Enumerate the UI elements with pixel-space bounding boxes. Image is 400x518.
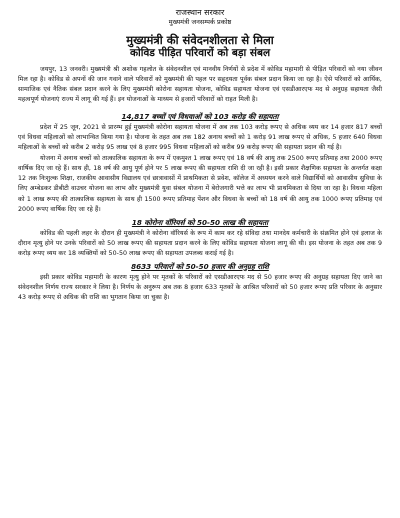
paragraph-intro: जयपुर, 13 जनवरी। मुख्यमंत्री श्री अशोक गहलोत के संवेदनशील एवं मानवीय निर्णयों से प्रदेश में कोविड महामारी से पीड़ित परिवारों को नया जीवन मिल रहा है। कोविड से अपनों की जान गवाने वाले परिवारों को मुख्यमंत्री की पहल पर सहृदयता पूर्वक संबल प्रदान किया जा रहा है। ऐसे परिवारों को आर्थिक, सामाजिक एवं नैतिक संबल प्रदान करने के लिए मुख्यमंत्री कोरोना सहायता योजना, कोविड सहायता योजना एवं एसडीआरएफ मद से अनुग्रह सहायता जैसी महत्वपूर्ण योजनाएं राज्य में लागू की गई हैं। इन योजनाओं के माध्यम से हजारों परिवारों को राहत मिली है। <box>18 66 382 104</box>
subheading-ex-gratia: 8633 परिवारों को 50-50 हजार की अनुग्रह राशि <box>131 261 269 271</box>
paragraph-ex-gratia: इसी प्रकार कोविड महामारी के कारण मृत्यु होने पर मृतकों के परिवारों को एसडीआरएफ मद से 50 हजार रूपए की अनुग्रह सहायता दिए जाने का संवेदनशील निर्णय राज्य सरकार ने लिया है। निर्णय के अनुरूप अब तक 8 हजार 633 मृतकों के आश्रित परिवारों को 50 हजार रूपए प्रति परिवार के अनुसार 43 करोड़ रूपए से अधिक की राशि का भुगतान किया जा चुका है। <box>18 273 382 301</box>
paragraph-scheme-summary: प्रदेश में 25 जून, 2021 से प्रारम्भ हुई मुख्यमंत्री कोरोना सहायता योजना में अब तक 103 करोड़ रूपए से अधिक व्यय कर 14 हजार 817 बच्चों एवं विधवा महिलाओं को लाभान्वित किया गया है। योजना के तहत अब तक 182 अनाथ बच्चों को 1 करोड़ 91 लाख रूपए से अधिक, 5 हजार 640 विधवा महिलाओं के बच्चों को करीब 2 करोड़ 95 लाख एवं 8 हजार 995 विधवा महिलाओं को करीब 99 करोड़ रूपए की सहायता प्रदान की गई है। <box>18 124 382 152</box>
headline-line-2: कोविड पीड़ित परिवारों को बड़ा संबल <box>129 47 271 59</box>
subheading-corona-warriors: 18 कोरोना वॉरियर्स को 50-50 लाख की सहायता <box>131 217 269 227</box>
department-name: मुख्यमंत्री जनसम्पर्क प्रकोष्ठ <box>168 18 232 26</box>
paragraph-corona-warriors: कोविड की पहली लहर के दौरान ही मुख्यमंत्री ने कोरोना वॉरियर्स के रूप में काम कर रहे संविदा तथा मानदेय कर्मचारी के संक्रमित होने एवं इलाज के दौरान मृत्यु होने पर उनके परिवारों को 50 लाख रूपए की सहायता प्रदान करने के लिए कोविड सहायता योजना लागू की थी। इस योजना के तहत अब तक 9 करोड़ रूपए व्यय कर 18 व्यक्तियों को 50-50 लाख रूपए की सहायता उपलब्ध कराई गई है। <box>18 229 382 257</box>
subheading-children-widows: 14,817 बच्चों एवं विधवाओं को 103 करोड़ की सहायता <box>121 112 279 122</box>
government-name: राजस्थान सरकार <box>175 8 225 17</box>
headline-line-1: मुख्यमंत्री की संवेदनशीलता से मिला <box>126 33 274 47</box>
headline <box>18 33 382 60</box>
paragraph-scheme-benefits: योजना में अनाथ बच्चों को तात्कालिक सहायता के रूप में एकमुश्त 1 लाख रूपए एवं 18 वर्ष की आयु तक 2500 रूपए प्रतिमाह तथा 2000 रूपए वार्षिक दिए जा रहे हैं। साथ ही, 18 वर्ष की आयु पूर्ण होने पर 5 लाख रूपए की सहायता राशि दी जा रही है। इसी प्रकार शैक्षणिक सहायता के अन्तर्गत कक्षा 12 तक निःशुल्क शिक्षा, राजकीय आवासीय विद्यालय एवं छात्रावासों में प्राथमिकता से प्रवेश, कॉलेज में अध्ययन करने वाले विद्यार्थियों को आवासीय सुविधा के लिए अम्बेडकर डीबीटी वाउचर योजना का लाभ और मुख्यमंत्री युवा संबल योजना में बेरोजगारी भत्ते का लाभ भी प्राथमिकता से दिया जा रहा है। विधवा महिला को 1 लाख रूपए की तात्कालिक सहायता के साथ ही 1500 रूपए प्रतिमाह पेंशन और विधवा के बच्चों को 18 वर्ष की आयु तक 1000 रूपए प्रतिमाह एवं 2000 रूपए वार्षिक दिए जा रहे हैं। <box>18 155 382 213</box>
letterhead <box>18 8 382 27</box>
